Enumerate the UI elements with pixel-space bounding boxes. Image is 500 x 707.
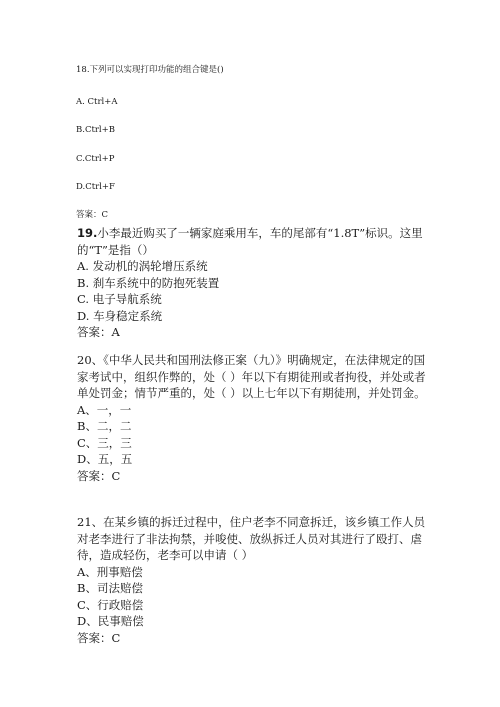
question-19-answer: 答案：A [77, 325, 120, 339]
question-21 [77, 514, 429, 646]
question-20-option-c: C、三，三 [77, 435, 132, 450]
question-19-text: 19.小李最近购买了一辆家庭乘用车，车的尾部有“1.8T”标识。这里的“T”是指（） [77, 226, 423, 257]
question-19-option-d: D. 车身稳定系统 [77, 308, 163, 323]
question-20-text: 20、《中华人民共和国刑法修正案（九）》明确规定，在法律规定的国家考试中，组织作弊的，处（ ）年以下有期徒刑或者拘役，并处或者单处罚金；情节严重的，处（ ）以上七年以下有期徒刑，并处罚金。 [77, 353, 426, 400]
question-18-option-c: C.Ctrl+P [76, 154, 115, 164]
question-21-option-b: B、司法赔偿 [77, 581, 143, 595]
question-18-option-a: A. Ctrl+A [76, 97, 118, 107]
question-18-answer: 答案：C [76, 210, 109, 220]
question-21-option-d: D、民事赔偿 [77, 614, 144, 628]
question-20-option-d: D、五，五 [77, 452, 133, 466]
question-19 [77, 225, 429, 341]
question-20-option-a: A、一，一 [77, 402, 132, 417]
question-20-option-b: B、二，二 [77, 419, 132, 433]
question-19-option-b: B. 刹车系统中的防抱死装置 [77, 275, 220, 290]
question-19-option-a: A. 发动机的涡轮增压系统 [77, 259, 208, 273]
question-18-option-d: D.Ctrl+F [76, 182, 115, 192]
question-21-text: 21、在某乡镇的拆迁过程中，住户老李不同意拆迁，该乡镇工作人员对老李进行了非法拘禁，并唆使、放纵拆迁人员对其进行了殴打、虐待，造成轻伤，老李可以申请（ ） [77, 515, 426, 562]
question-21-answer: 答案：C [77, 630, 121, 645]
question-18-text: 18.下列可以实现打印功能的组合键是() [76, 65, 224, 75]
question-21-option-c: C、行政赔偿 [77, 597, 144, 612]
question-20-answer: 答案：C [77, 468, 121, 483]
question-19-number: 19. [77, 226, 98, 240]
question-18-option-b: B.Ctrl+B [76, 125, 116, 135]
question-20 [77, 352, 429, 484]
question-19-option-c: C. 电子导航系统 [77, 292, 162, 306]
question-21-option-a: A、刑事赔偿 [77, 564, 143, 579]
